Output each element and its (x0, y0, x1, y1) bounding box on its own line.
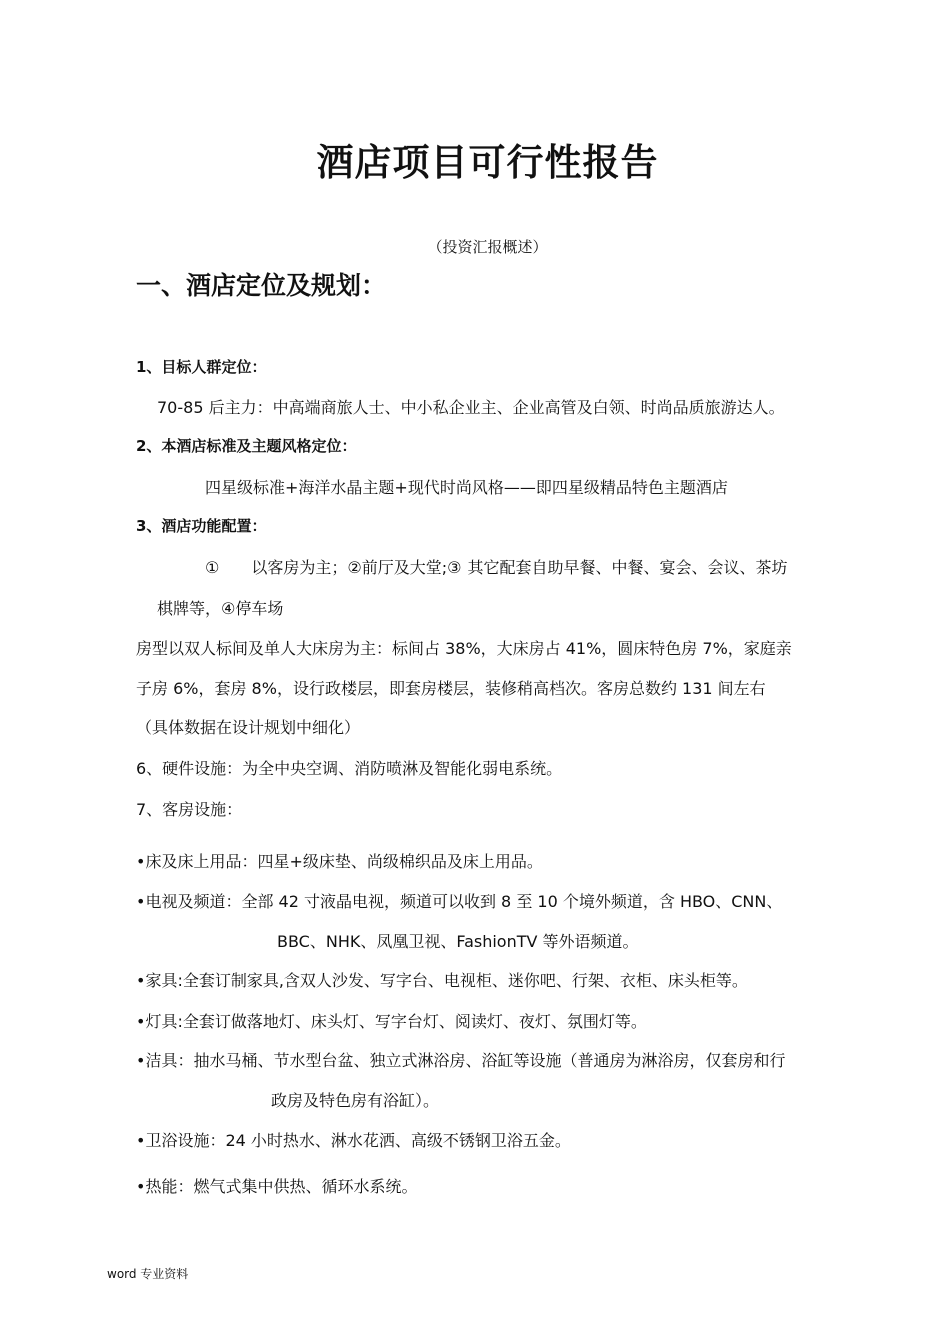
bullet-furniture: •家具:全套订制家具,含双人沙发、写字台、电视柜、迷你吧、行架、衣柜、床头柜等。 (136, 971, 748, 990)
item3-line2: 棋牌等，④停车场 (157, 599, 284, 618)
item3-heading: 3、酒店功能配置： (136, 517, 267, 535)
bullet-sanitary-line2: 政房及特色房有浴缸）。 (271, 1091, 440, 1110)
document-title: 酒店项目可行性报告 (316, 140, 659, 184)
bullet-tv-line1: •电视及频道：全部 42 寸液晶电视，频道可以收到 8 至 10 个境外频道，含 HBO、CNN、 (136, 892, 783, 911)
item3-line1: ① 以客房为主；②前厅及大堂;③ 其它配套自助早餐、中餐、宴会、会议、茶坊 (205, 558, 788, 577)
item2-text: 四星级标准+海洋水晶主题+现代时尚风格——即四星级精品特色主题酒店 (205, 478, 728, 497)
bullet-tv-line2: BBC、NHK、凤凰卫视、FashionTV 等外语频道。 (277, 932, 639, 951)
page-footer: word 专业资料 (107, 1267, 189, 1281)
room-mix-line1: 房型以双人标间及单人大床房为主：标间占 38%，大床房占 41%，圆床特色房 7%，家庭亲 (136, 639, 792, 658)
bullet-bed: •床及床上用品：四星+级床垫、尚级棉织品及床上用品。 (136, 852, 543, 871)
item7-heading: 7、客房设施： (136, 800, 243, 819)
bullet-bath: •卫浴设施：24 小时热水、淋水花洒、高级不锈钢卫浴五金。 (136, 1131, 571, 1150)
item1-heading: 1、目标人群定位： (136, 358, 267, 376)
item1-text: 70-85 后主力：中高端商旅人士、中小私企业主、企业高管及白领、时尚品质旅游达人。 (157, 398, 785, 417)
bullet-heat: •热能：燃气式集中供热、循环水系统。 (136, 1177, 418, 1196)
item6-text: 6、硬件设施：为全中央空调、消防喷淋及智能化弱电系统。 (136, 759, 563, 778)
bullet-sanitary-line1: •洁具：抽水马桶、节水型台盆、独立式淋浴房、浴缸等设施（普通房为淋浴房，仅套房和行 (136, 1051, 786, 1070)
section-heading: 一、酒店定位及规划： (136, 271, 387, 300)
room-mix-line2: 子房 6%，套房 8%，设行政楼层，即套房楼层，装修稍高档次。客房总数约 131 间左右 (136, 679, 766, 698)
item2-heading: 2、本酒店标准及主题风格定位： (136, 437, 357, 455)
room-mix-line3: （具体数据在设计规划中细化） (136, 718, 361, 737)
document-subtitle: （投资汇报概述） (427, 238, 548, 256)
bullet-lamps: •灯具:全套订做落地灯、床头灯、写字台灯、阅读灯、夜灯、氛围灯等。 (136, 1012, 647, 1031)
